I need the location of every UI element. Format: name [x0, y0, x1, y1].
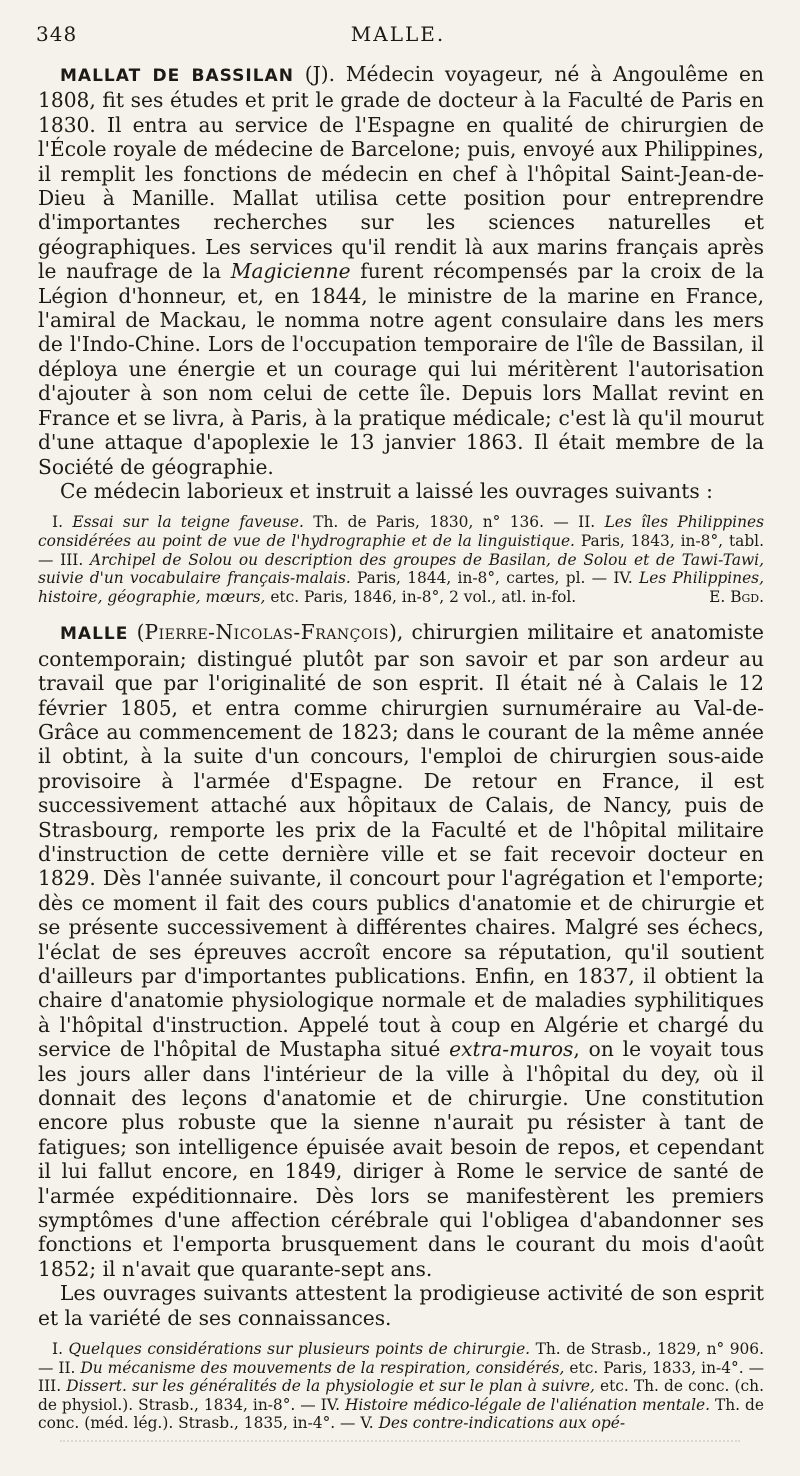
entry-mallat-works-intro: Ce médecin laborieux et instruit a laissé les ouvrages suivants : [60, 478, 713, 503]
biblio-title: Essai sur la teigne faveuse. [72, 513, 304, 532]
biblio-number: I. [52, 513, 73, 532]
latin-term: extra-muros [449, 1037, 574, 1062]
biblio-details: Paris, 1843, in-8°, tabl. — [38, 531, 764, 569]
biblio-title: Dissert. sur les généralités de la physiologie et sur le plan à suivre, [66, 1377, 595, 1396]
biblio-details: etc. Paris, 1833, in-4°. — [564, 1358, 764, 1377]
biblio-number: I. [52, 1340, 69, 1359]
entry-text: furent récompensés par la croix de la Légion d'honneur, et, en 1844, le ministre de la marine en France, l'amiral de Mackau, le nomma notre agent consulaire dans les mers de l'Indo-Chine. Lors de l'occupation temporaire de l'île de Bassilan, il déploya une énergie et un courage qui lui méritèrent l'autorisation d'ajouter à son nom celui de cette île. Depuis lors Mallat revint en France et se livra, à Paris, à la pratique médicale; c'est là qu'il mourut d'une attaque d'apoplexie le 13 janvier 1863. Il était membre de la Société de géographie. [38, 259, 765, 479]
entry-text: (J). Médecin voyageur, né à Angoulême en 1808, fit ses études et prit le grade de docteur à la Faculté de Paris en 1830. Il entra au service de l'Espagne en qualité de chirurgien de l'École royale de médecine de Barcelone; puis, envoyé aux Philippines, il remplit les fonctions de médecin en chef à l'hôpital Saint-Jean-de-Dieu à Manille. Mallat utilisa cette position pour entreprendre d'importantes recherches sur les sciences naturelles et géographiques. Les services qu'il rendit là aux marins français après le naufrage de la [38, 62, 764, 284]
biblio-number: III. [60, 550, 91, 569]
biblio-number: II. [578, 513, 605, 532]
entry-mallat-bibliography [38, 513, 764, 606]
biblio-details: Th. de Strasb., 1829, n° 906. — [38, 1340, 764, 1377]
biblio-title: Archipel de Solou ou description des groupes de Basilan, de Solou et de Tawi-Tawi, suivie d'un vocabulaire français-malais. [38, 550, 764, 588]
entry-headword-malle: MALLE [60, 624, 129, 645]
biblio-number: V. [360, 1414, 379, 1433]
biblio-title: Les Philippines, histoire, géographie, mœurs, [38, 569, 764, 606]
entry-text: , on le voyait tous les jours aller dans l'intérieur de la ville à l'hôpital du dey, où il donnait des leçons d'anatomie et de chirurgie. Une constitution encore plus robuste que la sienne n'aurait pu résister à tant de fatigues; son intelligence épuisée avait besoin de repos, et cependant il lui fallut encore, en 1849, diriger à Rome le service de santé de l'armée expéditionnaire. Dès lors se manifestèrent les premiers symptômes d'une affection cérébrale qui l'obligea d'abandonner ses fonctions et l'emporta brusquement dans le courant du mois d'août 1852; il n'avait que quarante-sept ans. [38, 1037, 764, 1281]
page-number: 348 [36, 22, 78, 46]
page-body [38, 62, 764, 1447]
running-title: MALLE. [350, 22, 446, 46]
entry-given-names: Pierre-Nicolas-François [144, 620, 389, 645]
page-header [36, 12, 760, 46]
biblio-title: Histoire médico-légale de l'aliénation mentale. [344, 1395, 711, 1414]
biblio-details: etc. Paris, 1846, in-8°, 2 vol., atl. in-fol. [265, 587, 577, 606]
biblio-details: Th. de Paris, 1830, n° 136. — [303, 513, 579, 532]
biblio-title: Du mécanisme des mouvements de la respiration, considérés, [80, 1358, 565, 1377]
ship-name: Magicienne [230, 259, 351, 284]
author-signature: E. Bgd. [709, 587, 764, 606]
entry-malle-works-intro: Les ouvrages suivants attestent la prodigieuse activité de son esprit et la variété de ses connaissances. [38, 1281, 764, 1330]
biblio-number: IV. [320, 1395, 345, 1414]
entry-text: ), chirurgien militaire et anatomiste contemporain; distingué plutôt par son savoir et par son ardeur au travail que par l'originalité de son esprit. Il était né à Calais le 12 février 1805, et entra comme chirurgien surnuméraire au Val-de-Grâce au commencement de 1823; dans le courant de la même année il obtint, à la suite d'un concours, l'emploi de chirurgien sous-aide provisoire à l'armée d'Espagne. De retour en France, il est successivement attaché aux hôpitaux de Calais, de Nancy, puis de Strasbourg, remporte les prix de la Faculté et de l'hôpital militaire d'instruction de cette dernière ville et se fait recevoir docteur en 1829. Dès l'année suivante, il concourt pour l'agrégation et l'emporte; dès ce moment il fait des cours publics d'anatomie et de chirurgie et se présente successivement à différentes chaires. Malgré ses échecs, l'éclat de ses épreuves accroît encore sa réputation, qu'il soutient d'ailleurs par d'importantes publications. Enfin, en 1837, il obtient la chaire d'anatomie physiologique normale et de maladies syphilitiques à l'hôpital d'instruction. Appelé tout à coup en Algérie et chargé du service de l'hôpital de Mustapha situé [38, 620, 764, 1062]
scan-artifact-divider [60, 1440, 740, 1450]
biblio-title: Quelques considérations sur plusieurs points de chirurgie. [68, 1340, 531, 1359]
biblio-details: Th. de conc. (méd. lég.). Strasb., 1835, in-4°. — [38, 1395, 764, 1433]
biblio-details: etc. Th. de conc. (ch. de physiol.). Strasb., 1834, in-8°. — [38, 1377, 764, 1414]
biblio-number: IV. [613, 569, 639, 588]
entry-mallat-paragraph [38, 62, 764, 479]
entry-malle-paragraph: MALLE (Pierre-Nicolas-François), chirurgien militaire et anatomiste contemporain; distingué plutôt par son savoir et par son ardeur au travail que par l'originalité de son esprit. Il était né à Calais le 12 février 1805, et entra comme chirurgien surnuméraire au Val-de-Grâce au commencement de 1823; dans le courant de la même année il obtint, à la suite d'un concours, l'emploi de chirurgien sous-aide provisoire à l'armée d'Espagne. De retour en France, il est successivement attaché aux hôpitaux de Calais, de Nancy, puis de Strasbourg, remporte les prix de la Faculté et de l'hôpital militaire d'instruction de cette dernière ville et se fait recevoir docteur en 1829. Dès l'année suivante, il concourt pour l'agrégation et l'emporte; dès ce moment il fait des cours publics d'anatomie et de chirurgie et se présente successivement à différentes chaires. Malgré ses échecs, l'éclat de ses épreuves accroît encore sa réputation, qu'il soutient d'ailleurs par d'importantes publications. Enfin, en 1837, il obtient la chaire d'anatomie physiologique normale et de maladies syphilitiques à l'hôpital d'instruction. Appelé tout à coup en Algérie et chargé du service de l'hôpital de Mustapha situé extra-muros, on le voyait tous les jours aller dans l'intérieur de la ville à l'hôpital du dey, où il donnait des leçons d'anatomie et de chirurgie. Une constitution encore plus robuste que la sienne n'aurait pu résister à tant de fatigues; son intelligence épuisée avait besoin de repos, et cependant il lui fallut encore, en 1849, diriger à Rome le service de santé de l'armée expéditionnaire. Dès lors se manifestèrent les premiers symptômes d'une affection cérébrale qui l'obligea d'abandonner ses fonctions et l'emporta brusquement dans le courant du mois d'août 1852; il n'avait que quarante-sept ans. [38, 620, 764, 1281]
entry-malle-bibliography [38, 1340, 764, 1433]
biblio-number: II. [58, 1358, 81, 1377]
biblio-number: III. [38, 1377, 67, 1396]
biblio-title: Des contre-indications aux opé- [378, 1414, 626, 1433]
biblio-details: Paris, 1844, in-8°, cartes, pl. — [350, 569, 614, 588]
entry-headword-mallat: MALLAT DE BASSILAN [60, 66, 294, 86]
biblio-title: Les îles Philippines considérées au point de vue de l'hydrographie et de la linguistique. [38, 513, 764, 550]
